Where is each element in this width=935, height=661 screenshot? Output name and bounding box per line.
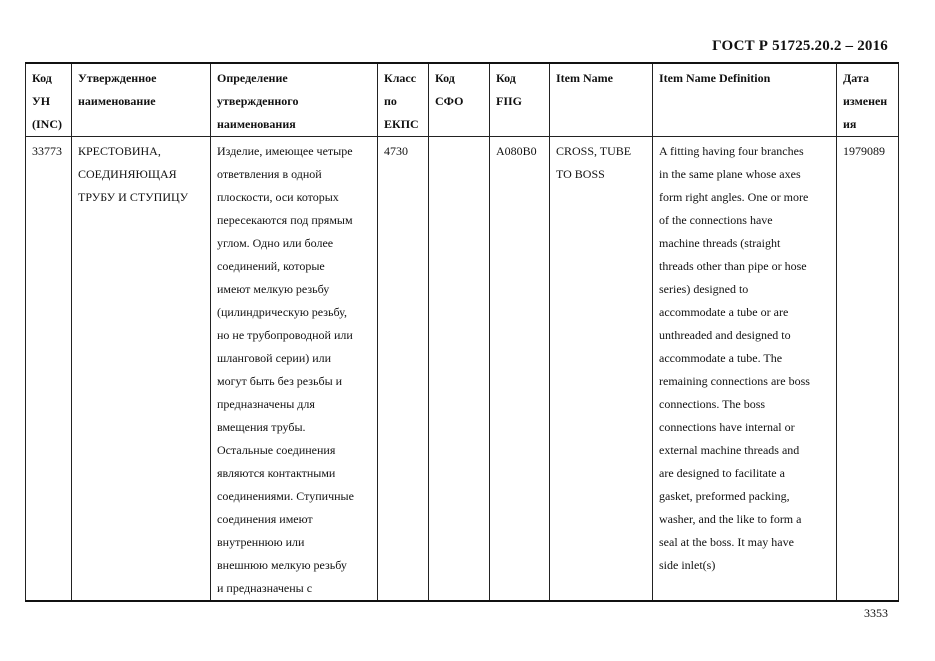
text-line: side inlet(s) [659,558,716,572]
text-line: наименования [217,117,296,131]
text-line: external machine threads and [659,443,800,457]
text-line: соединений, которые [217,259,325,273]
cell-fiig-code: A080B0 [490,137,550,602]
text-line: Дата [843,71,869,85]
text-line: ЕКПС [384,117,419,131]
text-line: вмещения трубы. [217,420,306,434]
text-line: по [384,94,397,108]
text-line: являются контактными [217,466,336,480]
text-line: unthreaded and designed to [659,328,791,342]
text-line: соединения имеют [217,512,313,526]
cell-change-date: 1979089 [837,137,899,602]
text-line: СОЕДИНЯЮЩАЯ [78,167,177,181]
text-line: in the same plane whose axes [659,167,801,181]
text-line: form right angles. One or more [659,190,809,204]
cell-sfo-code [429,137,490,602]
text-line: внешнюю мелкую резьбу [217,558,347,572]
header-item-name-definition [653,63,837,137]
text-line: (INC) [32,117,62,131]
text-line: утвержденного [217,94,299,108]
text-line: accommodate a tube or are [659,305,789,319]
header-sfo-code [429,63,490,137]
header-inc [26,63,72,137]
header-change-date [837,63,899,137]
cell-definition-ru [211,137,378,602]
text-line: пересекаются под прямым [217,213,353,227]
text-line: Изделие, имеющее четыре [217,144,353,158]
text-line: Определение [217,71,288,85]
text-line: Item Name Definition [659,71,771,85]
page-number: 3353 [864,606,888,620]
text-line: CROSS, TUBE [556,144,632,158]
text-line: Код [32,71,52,85]
text-line: углом. Одно или более [217,236,334,250]
text-line: ия [843,117,857,131]
header-item-name [550,63,653,137]
text-line: СФО [435,94,464,108]
cell-approved-name [72,137,211,602]
text-line: Остальные соединения [217,443,336,457]
text-line: имеют мелкую резьбу [217,282,330,296]
text-line: плоскости, оси которых [217,190,339,204]
header-approved-name [72,63,211,137]
text-line: Утвержденное [78,71,157,85]
text-line: шланговой серии) или [217,351,332,365]
text-line: TO BOSS [556,167,605,181]
table-header-row [26,63,899,137]
text-line: ТРУБУ И СТУПИЦУ [78,190,189,204]
cell-ekps-class: 4730 [378,137,429,602]
text-line: FIIG [496,94,523,108]
text-line: connections have internal or [659,420,795,434]
table-row [26,137,899,602]
header-definition-ru [211,63,378,137]
text-line: washer, and the like to form a [659,512,802,526]
cell-item-name-definition [653,137,837,602]
text-line: ответвления в одной [217,167,322,181]
text-line: remaining connections are boss [659,374,810,388]
cell-item-name [550,137,653,602]
text-line: но не трубопроводной или [217,328,353,342]
text-line: УН [32,94,51,108]
text-line: A fitting having four branches [659,144,804,158]
text-line: (цилиндрическую резьбу, [217,305,347,319]
text-line: соединениями. Ступичные [217,489,354,503]
text-line: КРЕСТОВИНА, [78,144,161,158]
text-line: и предназначены с [217,581,313,595]
text-line: series) designed to [659,282,749,296]
text-line: threads other than pipe or hose [659,259,807,273]
text-line: предназначены для [217,397,315,411]
cell-inc: 33773 [26,137,72,602]
text-line: Item Name [556,71,613,85]
header-ekps-class [378,63,429,137]
text-line: seal at the boss. It may have [659,535,794,549]
text-line: Класс [384,71,417,85]
standard-code-header: ГОСТ Р 51725.20.2 – 2016 [712,38,888,54]
text-line: machine threads (straight [659,236,781,250]
text-line: connections. The boss [659,397,766,411]
text-line: Код [496,71,516,85]
text-line: внутреннюю или [217,535,305,549]
header-fiig-code [490,63,550,137]
text-line: are designed to facilitate a [659,466,785,480]
item-name-table [25,62,899,602]
text-line: gasket, preformed packing, [659,489,790,503]
text-line: могут быть без резьбы и [217,374,343,388]
text-line: Код [435,71,455,85]
text-line: наименование [78,94,156,108]
text-line: of the connections have [659,213,773,227]
text-line: изменен [843,94,888,108]
text-line: accommodate a tube. The [659,351,783,365]
